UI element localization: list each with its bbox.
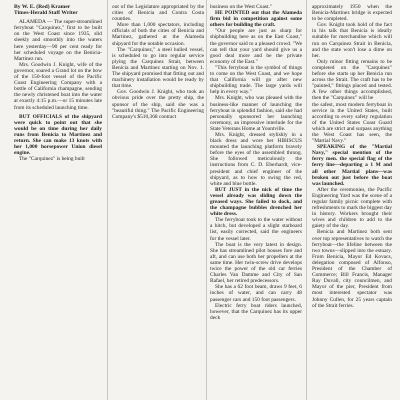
paragraph: After the ceremonies, the Pacific Engineering Yard was the scene of a regular family picnic complete with refreshments to mark the biggest day in history. Workers brought their wives and children to add to the gaiety of the day.	[312, 186, 392, 230]
paragraph: Benicia and Martinez both sent over top representatives to watch the ferryboat—the lifeline between the two towns—slipped into the estuary. From Benicia, Mayor Ed Kovacs, delegation composed of Alfonso, President of the Chamber of Commerce; Bill Francis, Manager Ray Duvall, city councilmen, and Mayor of the pier, President from most interested spectator was Johnny Cullen, for 25 years captain of the Strait ferries.	[312, 229, 392, 309]
article-column-3	[210, 4, 302, 321]
article-column-1	[14, 4, 102, 162]
paragraph: "Our people are just as sharp for shipbuilding here as on the East Coast," the governor said to a pleased crowd. "We can tell that your yard should give us a good deal more and be the private economy of the East."	[210, 28, 302, 65]
column-rule	[306, 0, 307, 400]
paragraph: Gov. Knight took hold of the fact in his talk that Benicia is ideally suitable for merchandise which will run on Carquinez Strait in Benicia, and the state won't lose a dime on her.	[312, 22, 392, 59]
paragraph-subhead: HE POINTED out that the Alameda firm bid in competition against some others for building the craft.	[210, 10, 302, 29]
paragraph: approximately 1950 when the Benicia-Martinez bridge is expected to be completed.	[312, 4, 392, 23]
column-rule	[107, 0, 108, 400]
paragraph: Electric ferry boat riders launched, however, that the Carquinez has its upper deck	[210, 302, 302, 321]
paragraph: The "Carquinez" is being built	[19, 156, 85, 163]
paragraph: Mrs. Goodwin J. Knight, wife of the governor, soared a Grand lot on the bow of the 150-foot vessel of the Pacific Coast Engineering Company with a bottle of California champagne, sending the newly christened boat into the water at exactly 4:15 p.m.—or 15 minutes late from its scheduled launching time.	[14, 61, 102, 111]
paragraph: Mrs. Knight, dressed stylishly in a black dress and wore her HIBISCUS mounted the launching platform bravely before the eyes of the assembled throng. She followed meticulously the instructions from C. D. Eberhardt, vice-president and chief engineer of the shipyard, as to how to swing the red, white and blue bottle.	[210, 131, 302, 187]
column-rule	[206, 0, 207, 400]
paragraph-subhead: BUT JUST in the nick of time the vessel already was sliding down the greased ways. She failed to dock, and the champagne bubbles drenched her white dress.	[210, 186, 302, 218]
paragraph: The boat is the very latest in design. She has streamlined pilot houses fore and aft, and can use both her propellers at the same time. Her twin-screw drive develops twice the power of the old car ferries Charles Van Damme and City of San Rafael, her retired predecessors.	[210, 241, 302, 285]
paragraph: out of the Legislature appropriated by the cities of Benicia and Contra Costa counties.	[112, 4, 204, 23]
article-column-4	[312, 4, 392, 309]
byline: By W. E. (Red) Kramer	[14, 4, 71, 10]
paragraph-subhead: SPEAKING of the "Martial Navy," special mention of the ferry men. the special flag of the ferry line—departing a 1 M and all other Martial plans—was broken out just before the boat was launched.	[312, 144, 392, 187]
paragraph: The "Carquinez," a steel hulled vessel, is scheduled to go into regular service plying the Carquinez Strait, between Benicia and Martinez starting on Nov. 1. The shipyard promised that fitting out and machinery installation would be ready by that time.	[112, 46, 204, 90]
paragraph: ALAMEDA — The super-streamlined ferryboat "Carquinez," first to be built on the West Coast since 1935, slid sleekly and smoothly into the waters here yesterday—90 per cent ready for her scheduled voyage on the Benicia-Martinez run.	[14, 19, 102, 62]
byline-affiliation: Times-Herald Staff Writer	[14, 10, 78, 17]
article-column-2	[112, 4, 204, 120]
paragraph: The ferryboat took to the water without a hitch, but developed a slight starboard list, easily corrected, said the engineers for the vessel later.	[210, 217, 302, 242]
paragraph: More than 1,000 spectators, including officials of both the cities of Benicia and Martinez, gathered at the Alameda shipyard for the notable occasion.	[112, 22, 204, 47]
paragraph-subhead: BUT OFFICIALS of the shipyard were quick to point out that she would be on time during her daily runs from Benicia to Martinez and return. She can make 13 knots with her 1,000 horsepower Union diesel engine.	[14, 113, 102, 157]
paragraph: the safest, most modern ferryboat in service in the United States, built according to every safety regulation of the United States Coast Guard which are strict and surpass anything the West Coast has seen, the "Martial Navy."	[312, 101, 392, 145]
paragraph: Mrs. Knight, who was pleased with the business-like manner of launching the ferryboat in splendid fashion, said she had personally sponsored her launching ceremony, an impressive interlude for the State Veterans Home at Yountville.	[210, 95, 302, 132]
paragraph: She has a 62 foot beam, draws 9 feet, 6 inches of water, and can carry 48 passenger cars and 150 foot passengers.	[210, 284, 302, 303]
paragraph: Gov. Goodwin J. Knight, who took an obvious pride over the pretty ship, the sponsor of the ship, said she was a "beautiful thing." The Pacific Engineering Company's $510,368 contract	[112, 89, 204, 120]
paragraph: "This ferryboat is the symbol of things to come on the West Coast, and we hope that California will go after new shipbuilding trade. The large yards will help in every way."	[210, 64, 302, 96]
paragraph: business on the West Coast."	[210, 4, 273, 10]
paragraph: Only minor fitting remains to be completed on the "Carquinez" before she starts up her Benicia run across the Strait. The craft has to be "painted," fittings placed and tested. A few other things accomplished, then the "Carquinez" will be	[312, 58, 392, 102]
